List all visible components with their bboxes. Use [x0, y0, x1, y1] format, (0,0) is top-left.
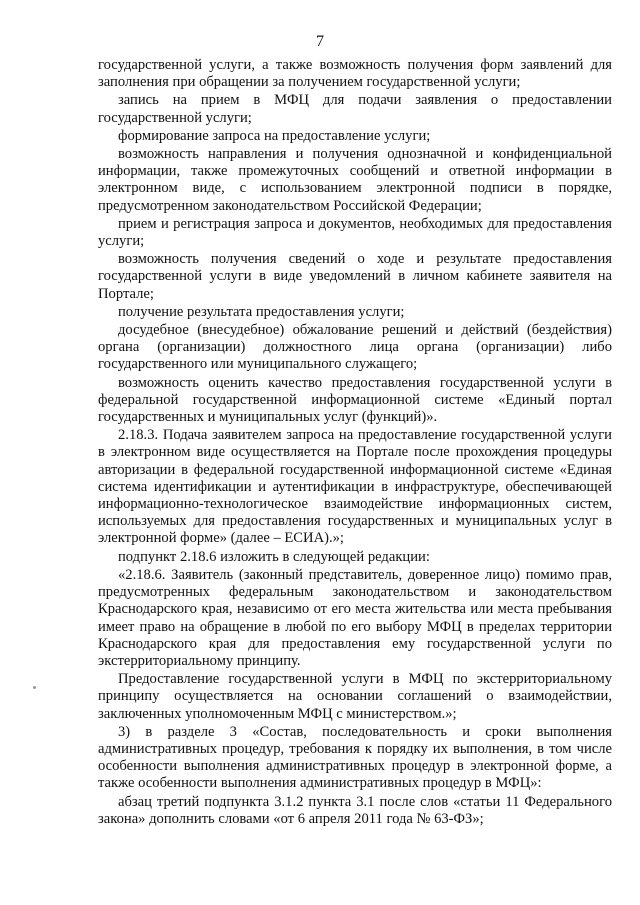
paragraph: 3) в разделе 3 «Состав, последовательность и сроки выполнения административных процедур, требования к порядку их выполнения, в том числе особенности выполнения административных процедур в электронной форме, а также особенности выполнения административных процедур в МФЦ»:	[98, 723, 612, 792]
paragraph: запись на прием в МФЦ для подачи заявления о предоставлении государственной услуги;	[98, 92, 612, 126]
paragraph: прием и регистрация запроса и документов, необходимых для предоставления услуги;	[98, 215, 612, 250]
page-number: 7	[316, 33, 324, 50]
paragraph: досудебное (внесудебное) обжалование решений и действий (бездействия) органа (организации) должностного лица органа (организации) либо государственного или муниципального служащего;	[98, 322, 612, 373]
paragraph: возможность направления и получения однозначной и конфиденциальной информации, также промежуточных сообщений и ответной информации в электронном виде, с использованием электронной подписи в порядке, предусмотренном законодательством Российской Федерации;	[98, 146, 612, 214]
paragraph: абзац третий подпункта 3.1.2 пункта 3.1 после слов «статьи 11 Федерального закона» дополнить словами «от 6 апреля 2011 года № 63-ФЗ»;	[98, 793, 612, 827]
paragraph: Предоставление государственной услуги в МФЦ по экстерриториальному принципу осуществляется на основании соглашений о взаимодействии, заключенных уполномоченным МФЦ с министерством.»;	[98, 671, 612, 722]
paragraph: возможность получения сведений о ходе и результате предоставления государственной услуги в виде уведомлений в личном кабинете заявителя на Портале;	[98, 251, 612, 302]
paragraph: государственной услуги, а также возможность получения форм заявлений для заполнения при обращении за получением государственной услуги;	[98, 57, 612, 91]
paragraph: «2.18.6. Заявитель (законный представитель, доверенное лицо) помимо прав, предусмотренных федеральным законодательством и законодательством Краснодарского края, независимо от его места жительства или места пребывания имеет право на обращение в любой по его выбору МФЦ в пределах территории Краснодарского края для предоставления ему государственной услуги по экстерриториальному принципу.	[98, 566, 612, 669]
paragraph: возможность оценить качество предоставления государственной услуги в федеральной государственной информационной системе «Единый портал государственных и муниципальных услуг (функций)».	[98, 374, 612, 426]
margin-mark	[33, 686, 36, 689]
paragraph: формирование запроса на предоставление услуги;	[118, 127, 431, 144]
document-body	[98, 57, 612, 829]
paragraph: 2.18.3. Подача заявителем запроса на предоставление государственной услуги в электронном виде осуществляется на Портале после прохождения процедуры авторизации в федеральной государственной информационной системе «Единая система идентификации и аутентификации в инфраструктуре, обеспечивающей информационно-технологическое взаимодействие информационных систем, используемых для предоставления государственных и муниципальных услуг в электронной форме» (далее – ЕСИА).»;	[98, 427, 612, 547]
paragraph: подпункт 2.18.6 изложить в следующей редакции:	[118, 548, 430, 565]
paragraph: получение результата предоставления услуги;	[118, 303, 405, 320]
